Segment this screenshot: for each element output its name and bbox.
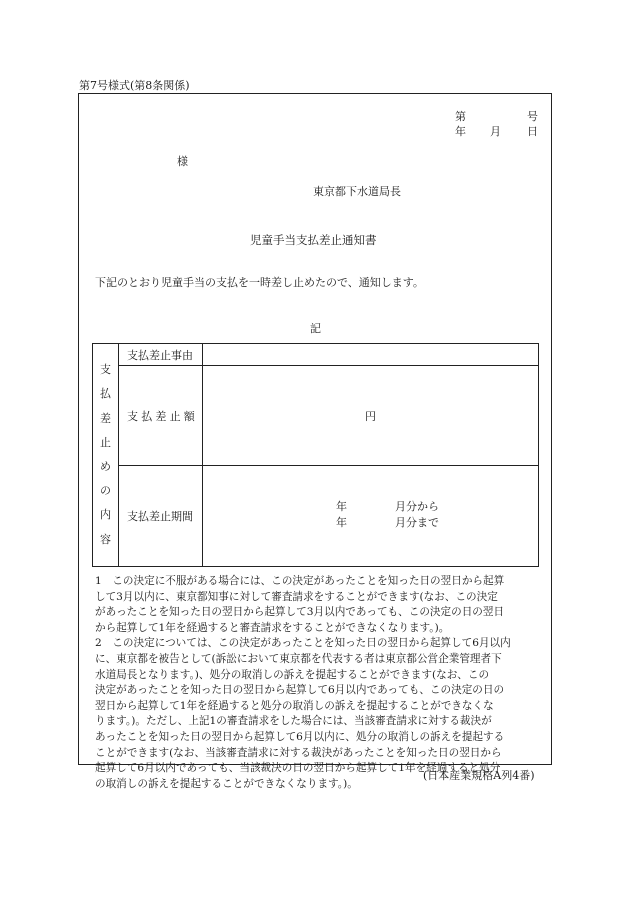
reason-label: 支払差止事由	[119, 344, 203, 366]
vertical-char: 払	[100, 387, 111, 401]
note-line: あったことを知った日の翌日から起算して6月以内に、処分の取消しの訴えを提起する	[95, 730, 505, 743]
period-value	[203, 466, 539, 567]
amount-label: 支払差止額	[119, 366, 203, 466]
period-from-year: 年	[336, 500, 347, 513]
form-label: 第7号様式(第8条関係)	[79, 79, 190, 92]
document-title: 児童手当支払差止通知書	[250, 233, 377, 247]
date-month: 月	[490, 125, 501, 138]
vertical-char: の	[100, 484, 111, 498]
vertical-header	[93, 344, 119, 567]
note-line: から起算して1年を経過すると審査請求をすることができなくなります。)。	[95, 621, 450, 634]
note-line: 決定があったことを知った日の翌日から起算して6月以内であっても、この決定の日の	[95, 684, 505, 697]
note-line: 1 この決定に不服がある場合には、この決定があったことを知った日の翌日から起算	[95, 575, 505, 587]
note-line: 2 この決定については、この決定があったことを知った日の翌日から起算して6月以内	[95, 637, 511, 650]
period-to-year: 年	[336, 516, 347, 529]
number-prefix: 第	[455, 110, 466, 123]
vertical-char: 支	[100, 363, 111, 377]
issuer: 東京都下水道局長	[313, 185, 401, 198]
suspension-details-table	[92, 343, 539, 567]
number-suffix: 号	[527, 110, 538, 123]
date-year: 年	[455, 125, 466, 138]
vertical-char: 差	[100, 411, 111, 425]
note-line: 翌日から起算して1年を経過すると処分の取消しの訴えを提起することができなくな	[95, 699, 494, 712]
note-line: 起算して6月以内であっても、当該裁決の日の翌日から起算して1年を経過すると処分	[95, 762, 501, 775]
ki-label: 記	[310, 322, 321, 335]
note-line: 水道局長となります。)、処分の取消しの訴えを提起することができます(なお、この	[95, 668, 490, 681]
note-line: して3月以内に、東京都知事に対して審査請求をすることができます(なお、この決定	[95, 590, 498, 603]
body-text: 下記のとおり児童手当の支払を一時差し止めたので、通知します。	[95, 276, 424, 289]
notes	[95, 574, 547, 792]
note-line: ります。)。ただし、上記1の審査請求をした場合には、当該審査請求に対する裁決が	[95, 715, 492, 728]
period-from-rest: 月分から	[395, 500, 439, 513]
amount-unit: 円	[365, 409, 376, 423]
vertical-char: 止	[100, 435, 111, 449]
period-to-rest: 月分まで	[395, 516, 439, 529]
period-label: 支払差止期間	[119, 466, 203, 567]
date-day: 日	[527, 125, 538, 138]
vertical-char: 容	[100, 532, 111, 546]
reason-value	[203, 344, 539, 366]
note-line: の取消しの訴えを提起することができなくなります。)。	[95, 777, 358, 790]
recipient-suffix: 様	[177, 155, 188, 168]
note-line: があったことを知った日の翌日から起算して3月以内であっても、この決定の日の翌日	[95, 606, 505, 619]
vertical-char: め	[100, 460, 111, 473]
note-line: ことができます(なお、当該審査請求に対する裁決があったことを知った日の翌日から	[95, 746, 502, 759]
vertical-char: 内	[100, 508, 111, 522]
paper-standard-note: (日本産業規格A列4番)	[423, 769, 535, 782]
note-line: に、東京都を被告として(訴訟において東京都を代表する者は東京都公営企業管理者下	[95, 652, 502, 665]
amount-value	[203, 366, 539, 466]
